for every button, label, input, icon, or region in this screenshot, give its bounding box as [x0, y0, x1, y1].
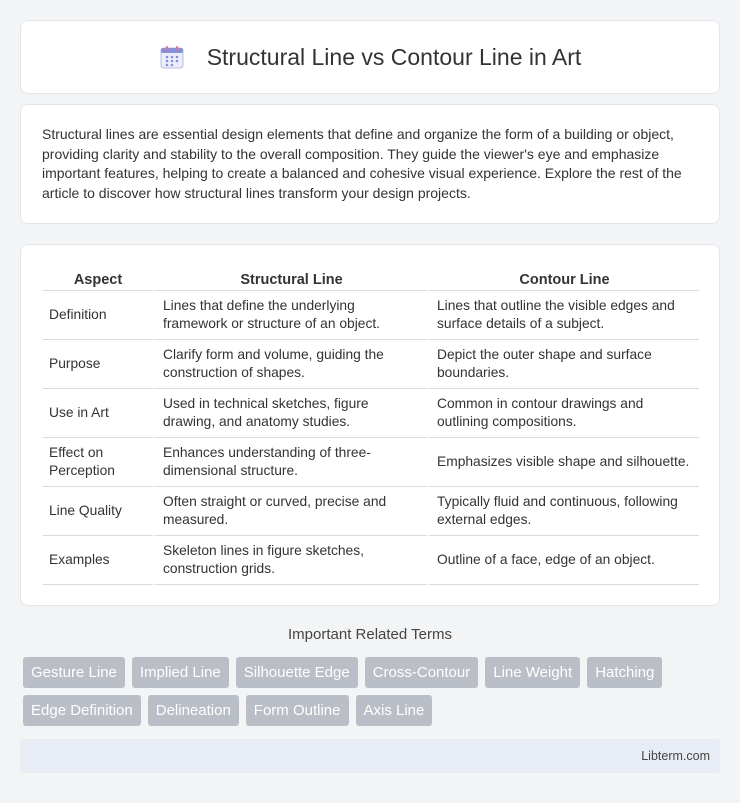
table-row — [43, 340, 699, 389]
table-row — [43, 487, 699, 536]
intro-text: Structural lines are essential design elements that define and organize the form of a building or object, providing clarity and stability to the overall composition. They guide the viewer's eye and emphasize important features, helping to create a balanced and cohesive visual experience. Explore the rest of the article to discover how structural lines transform your design projects. — [42, 126, 682, 201]
calendar-icon — [159, 44, 185, 70]
row-contour: Common in contour drawings and outlining compositions. — [427, 389, 699, 438]
row-aspect: Effect on Perception — [43, 438, 153, 487]
row-aspect: Use in Art — [43, 389, 153, 438]
header-aspect: Aspect — [43, 265, 153, 291]
row-contour: Depict the outer shape and surface boundaries. — [427, 340, 699, 389]
term-tag[interactable]: Delineation — [148, 695, 239, 726]
row-structural: Lines that define the underlying framework or structure of an object. — [153, 291, 427, 340]
term-tag[interactable]: Line Weight — [485, 657, 580, 688]
row-aspect: Definition — [43, 291, 153, 340]
comparison-table — [43, 265, 699, 585]
row-structural: Used in technical sketches, figure drawing, and anatomy studies. — [153, 389, 427, 438]
comparison-card — [20, 244, 720, 606]
row-contour: Outline of a face, edge of an object. — [427, 536, 699, 585]
term-tag[interactable]: Gesture Line — [23, 657, 125, 688]
term-tag[interactable]: Silhouette Edge — [236, 657, 358, 688]
row-aspect: Line Quality — [43, 487, 153, 536]
footer-link[interactable]: Libterm.com — [641, 749, 710, 763]
page-title: Structural Line vs Contour Line in Art — [206, 43, 582, 70]
row-structural: Often straight or curved, precise and measured. — [153, 487, 427, 536]
row-aspect: Purpose — [43, 340, 153, 389]
row-structural: Enhances understanding of three-dimensional structure. — [153, 438, 427, 487]
header-structural-line: Structural Line — [153, 265, 427, 291]
term-tag[interactable]: Axis Line — [356, 695, 433, 726]
term-tag[interactable]: Implied Line — [132, 657, 229, 688]
title-card — [20, 20, 720, 94]
row-contour: Typically fluid and continuous, following external edges. — [427, 487, 699, 536]
table-row — [43, 389, 699, 438]
row-contour: Emphasizes visible shape and silhouette. — [427, 438, 699, 487]
row-structural: Clarify form and volume, guiding the construction of shapes. — [153, 340, 427, 389]
intro-card — [20, 104, 720, 224]
table-row — [43, 291, 699, 340]
related-terms-list — [23, 657, 723, 726]
header-contour-line: Contour Line — [427, 265, 699, 291]
row-structural: Skeleton lines in figure sketches, construction grids. — [153, 536, 427, 585]
row-aspect: Examples — [43, 536, 153, 585]
related-terms-title: Important Related Terms — [288, 626, 452, 643]
table-header-row — [43, 265, 699, 291]
table-row — [43, 438, 699, 487]
term-tag[interactable]: Form Outline — [246, 695, 349, 726]
term-tag[interactable]: Edge Definition — [23, 695, 141, 726]
term-tag[interactable]: Hatching — [587, 657, 662, 688]
row-contour: Lines that outline the visible edges and surface details of a subject. — [427, 291, 699, 340]
term-tag[interactable]: Cross-Contour — [365, 657, 479, 688]
footer — [20, 739, 720, 773]
table-row — [43, 536, 699, 585]
